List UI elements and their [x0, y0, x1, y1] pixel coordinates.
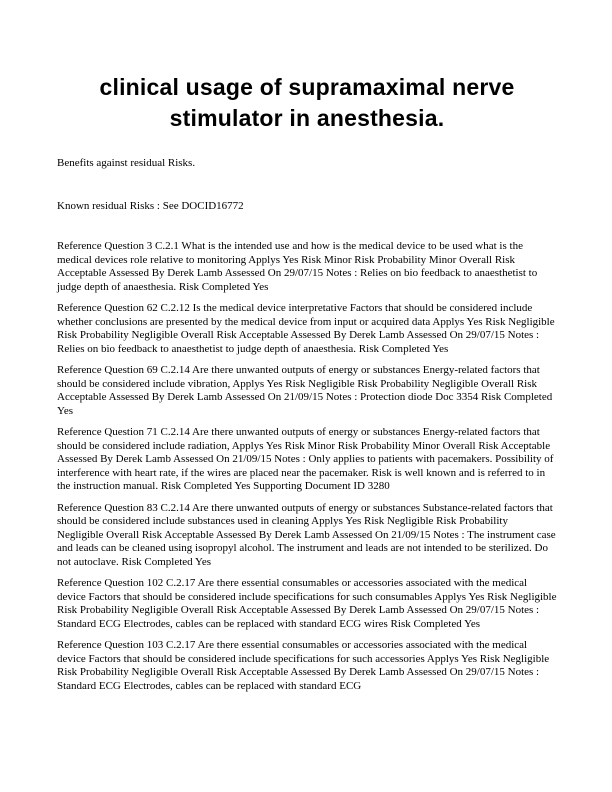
known-risks-line: Known residual Risks : See DOCID16772 — [57, 200, 244, 212]
reference-paragraph: Reference Question 103 C.2.17 Are there essential consumables or accessories associated with the medical device Factors that should be considered include specifications for such accessories Applys Yes Risk Negligible Risk Probability Negligible Overall Risk Acceptable Assessed By Derek Lamb Assessed On 29/07/15 Notes : Standard ECG Electrodes, cables can be replaced with standard ECG — [57, 639, 550, 692]
benefits-line: Benefits against residual Risks. — [57, 157, 196, 169]
reference-paragraph: Reference Question 62 C.2.12 Is the medical device interpretative Factors that should be considered include whether conclusions are presented by the medical device from input or acquired data Applys Yes Risk Negligible Risk Probability Negligible Overall Risk Acceptable Assessed By Derek Lamb Assessed On 29/07/15 Notes : Relies on bio feedback to anaesthetist to judge depth of anaesthesia. Risk Completed Yes — [57, 302, 555, 355]
reference-paragraph: Reference Question 3 C.2.1 What is the intended use and how is the medical device to be used what is the medical devices role relative to monitoring Applys Yes Risk Minor Risk Probability Minor Overall Risk Acceptable Assessed By Derek Lamb Assessed On 29/07/15 Notes : Relies on bio feedback to anaesthetist to judge depth of anaesthesia. Risk Completed Yes — [57, 240, 538, 293]
reference-paragraph: Reference Question 83 C.2.14 Are there unwanted outputs of energy or substances Substance-related factors that should be considered include substances used in cleaning Applys Yes Risk Negligible Risk Probability Negligible Overall Risk Acceptable Assessed By Derek Lamb Assessed On 21/09/15 Notes : The instrument case and leads can be cleaned using isopropyl alcohol. The instrument and leads are not intended to be sterilized. Do not autoclave. Risk Completed Yes — [57, 501, 556, 568]
document-title: clinical usage of supramaximal nerve stimulator in anesthesia. — [99, 74, 515, 131]
document-content — [57, 0, 557, 701]
reference-paragraphs — [57, 240, 557, 693]
reference-paragraph: Reference Question 69 C.2.14 Are there unwanted outputs of energy or substances Energy-related factors that should be considered include vibration, Applys Yes Risk Negligible Risk Probability Negligible Overall Risk Acceptable Assessed By Derek Lamb Assessed On 21/09/15 Notes : Protection diode Doc 3354 Risk Completed Yes — [57, 364, 553, 417]
reference-paragraph: Reference Question 102 C.2.17 Are there essential consumables or accessories associated with the medical device Factors that should be considered include specifications for such consumables Applys Yes Risk Negligible Risk Probability Negligible Overall Risk Acceptable Assessed By Derek Lamb Assessed On 29/07/15 Notes : Standard ECG Electrodes, cables can be replaced with standard ECG wires Risk Completed Yes — [57, 577, 557, 630]
reference-paragraph: Reference Question 71 C.2.14 Are there unwanted outputs of energy or substances Energy-related factors that should be considered include radiation, Applys Yes Risk Minor Risk Probability Minor Overall Risk Acceptable Assessed By Derek Lamb Assessed On 21/09/15 Notes : Only applies to patients with pacemakers. Possibility of interference with heart rate, if the wires are placed near the pacemaker. Risk is well known and is referred to in the instruction manual. Risk Completed Yes Supporting Document ID 3280 — [57, 426, 554, 492]
